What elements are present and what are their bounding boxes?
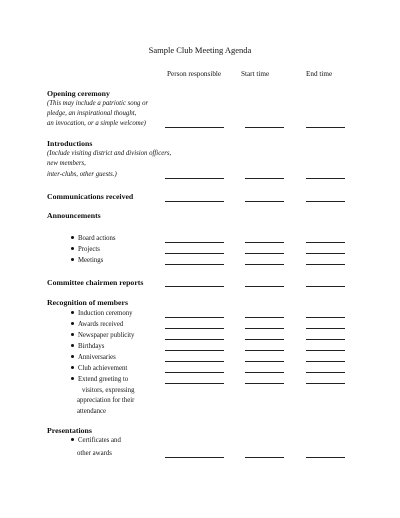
list-item-continuation: visitors, expressing xyxy=(82,387,135,394)
start-line-greeting xyxy=(245,383,284,384)
start-line-projects xyxy=(245,253,284,254)
start-line-committee xyxy=(245,286,284,287)
list-item: Awards received xyxy=(71,321,123,328)
section-recognition-heading: Recognition of members xyxy=(47,298,128,307)
bullet-icon xyxy=(71,311,74,314)
bullet-icon xyxy=(71,377,74,380)
start-line-introductions xyxy=(245,178,284,179)
start-line-presentations xyxy=(245,457,284,458)
list-item: Club achievement xyxy=(71,365,127,372)
end-line-birthdays xyxy=(306,350,345,351)
end-line-opening xyxy=(306,127,345,128)
section-announcements-heading: Announcements xyxy=(47,211,101,220)
section-opening-note-2: pledge, an inspirational thought, xyxy=(47,110,137,117)
bullet-icon xyxy=(71,322,74,325)
start-line-club-achievement xyxy=(245,372,284,373)
list-item-continuation: attendance xyxy=(77,408,107,415)
section-opening-note-1: (This may include a patriotic song or xyxy=(47,100,149,107)
person-line-meetings xyxy=(165,264,224,265)
list-item-continuation: appreciation for their xyxy=(77,397,135,404)
start-line-awards xyxy=(245,328,284,329)
start-line-communications xyxy=(245,201,284,202)
end-line-greeting xyxy=(306,383,345,384)
end-line-presentations xyxy=(306,457,345,458)
end-line-club-achievement xyxy=(306,372,345,373)
end-line-awards xyxy=(306,328,345,329)
person-line-committee xyxy=(165,286,224,287)
column-header-end: End time xyxy=(306,70,333,78)
person-line-introductions xyxy=(165,178,224,179)
list-item: Board actions xyxy=(71,235,116,242)
bullet-icon xyxy=(71,366,74,369)
end-line-communications xyxy=(306,201,345,202)
start-line-opening xyxy=(245,127,284,128)
person-line-presentations xyxy=(165,457,224,458)
start-line-board-actions xyxy=(245,242,284,243)
person-line-communications xyxy=(165,201,224,202)
list-item: Induction ceremony xyxy=(71,310,133,317)
list-item: Projects xyxy=(71,246,100,253)
section-opening-note-3: an invocation, or a simple welcome) xyxy=(47,120,146,127)
bullet-icon xyxy=(71,438,74,441)
person-line-awards xyxy=(165,328,224,329)
section-introductions-note-3: inter-clubs, other guests.) xyxy=(47,171,117,178)
section-communications-heading: Communications received xyxy=(47,192,134,201)
section-introductions-note-2: new members, xyxy=(47,160,86,167)
person-line-club-achievement xyxy=(165,372,224,373)
bullet-icon xyxy=(71,258,74,261)
person-line-greeting xyxy=(165,383,224,384)
person-line-anniversaries xyxy=(165,361,224,362)
list-item: Newspaper publicity xyxy=(71,332,134,339)
end-line-meetings xyxy=(306,264,345,265)
start-line-newspaper xyxy=(245,339,284,340)
column-header-start: Start time xyxy=(241,70,270,78)
start-line-anniversaries xyxy=(245,361,284,362)
person-line-induction xyxy=(165,317,224,318)
section-presentations-heading: Presentations xyxy=(47,426,92,435)
section-introductions-note-1: (Include visiting district and division officers, xyxy=(47,150,172,157)
person-line-opening xyxy=(165,127,224,128)
section-introductions-heading: Introductions xyxy=(47,139,93,148)
bullet-icon xyxy=(71,247,74,250)
end-line-induction xyxy=(306,317,345,318)
section-opening-heading: Opening ceremony xyxy=(47,89,110,98)
section-committee-heading: Committee chairmen reports xyxy=(47,278,144,287)
end-line-newspaper xyxy=(306,339,345,340)
list-item-continuation: other awards xyxy=(77,450,112,457)
start-line-induction xyxy=(245,317,284,318)
list-item: Certificates and xyxy=(71,437,121,444)
list-item: Birthdays xyxy=(71,343,104,350)
person-line-birthdays xyxy=(165,350,224,351)
person-line-newspaper xyxy=(165,339,224,340)
end-line-anniversaries xyxy=(306,361,345,362)
list-item: Extend greeting to xyxy=(71,376,128,383)
page-title: Sample Club Meeting Agenda xyxy=(148,45,252,55)
bullet-icon xyxy=(71,236,74,239)
end-line-projects xyxy=(306,253,345,254)
list-item: Meetings xyxy=(71,257,103,264)
bullet-icon xyxy=(71,355,74,358)
end-line-committee xyxy=(306,286,345,287)
start-line-meetings xyxy=(245,264,284,265)
end-line-introductions xyxy=(306,178,345,179)
list-item: Anniversaries xyxy=(71,354,116,361)
column-header-person: Person responsible xyxy=(167,70,222,78)
bullet-icon xyxy=(71,344,74,347)
bullet-icon xyxy=(71,333,74,336)
start-line-birthdays xyxy=(245,350,284,351)
person-line-projects xyxy=(165,253,224,254)
person-line-board-actions xyxy=(165,242,224,243)
end-line-board-actions xyxy=(306,242,345,243)
